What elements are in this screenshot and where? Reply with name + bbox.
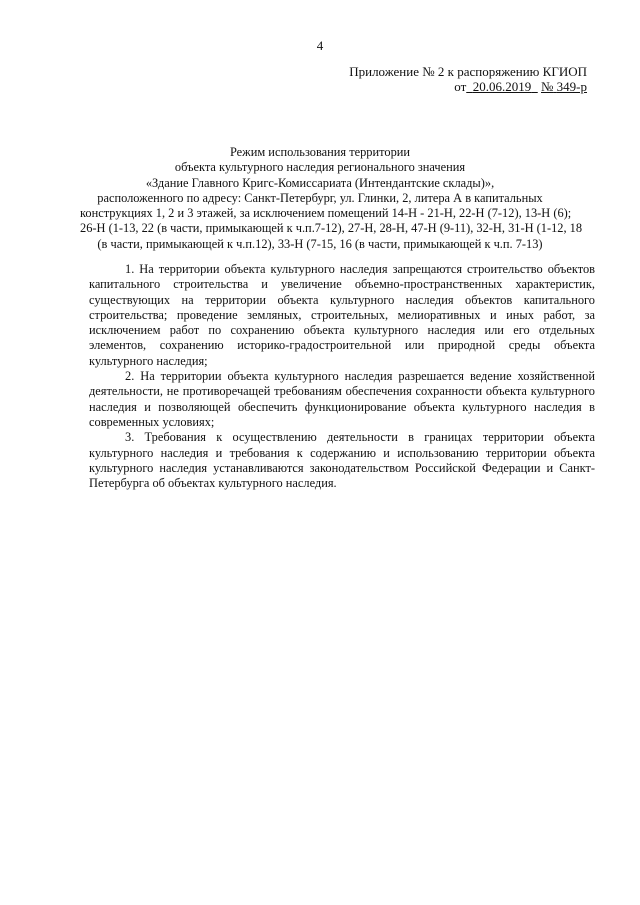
date-prefix: от	[454, 79, 467, 94]
document-body	[89, 262, 595, 491]
appendix-line: Приложение № 2 к распоряжению КГИОП	[349, 64, 587, 79]
title-line: Режим использования территории	[229, 145, 411, 159]
document-title	[80, 145, 583, 252]
page-number: 4	[316, 38, 324, 53]
title-line: «Здание Главного Кригс-Комиссариата (Интендантские склады)»,	[145, 175, 495, 190]
appendix-date-line	[267, 79, 587, 94]
paragraph-1: 1. На территории объекта культурного наследия запрещаются строительство объектов капитального строительства и увеличение объемно-пространственных характеристик, существующих на территории объекта культурного наследия объектов капитального строительства; проведение земляных, строительных, мелиоративных и иных работ, за исключением работ по сохранению объекта культурного наследия или его отдельных элементов, сохранению историко-градостроительной или природной среды объекта культурного наследия;	[89, 262, 595, 368]
title-line: (в части, примыкающей к ч.п.12), 33-Н (7-15, 16 (в части, примыкающей к ч.п. 7-13)	[97, 236, 543, 251]
appendix-date: 20.06.2019	[472, 79, 532, 94]
paragraph-3: 3. Требования к осуществлению деятельности в границах территории объекта культурного наследия и требования к содержанию и использованию территории объекта культурного наследия устанавливаются законодательством Российской Федерации и Санкт-Петербурга об объектах культурного наследия.	[89, 430, 595, 491]
title-line: 26-Н (1-13, 22 (в части, примыкающей к ч.п.7-12), 27-Н, 28-Н, 47-Н (9-11), 32-Н, 31-Н (1-12, 18	[80, 221, 583, 236]
title-line: расположенного по адресу: Санкт-Петербург, ул. Глинки, 2, литера А в капитальных	[97, 190, 543, 205]
title-line: конструкциях 1, 2 и 3 этажей, за исключением помещений 14-Н - 21-Н, 22-Н (7-12), 13-Н (6);	[80, 206, 572, 221]
title-line: объекта культурного наследия регионального значения	[174, 160, 466, 175]
paragraph-2: 2. На территории объекта культурного наследия разрешается ведение хозяйственной деятельности, не противоречащей требованиям обеспечения сохранности объекта культурного наследия и позволяющей обеспечить функционирование объекта культурного наследия в современных условиях;	[89, 369, 595, 429]
appendix-header	[267, 64, 587, 94]
appendix-number: № 349-р	[541, 79, 587, 94]
